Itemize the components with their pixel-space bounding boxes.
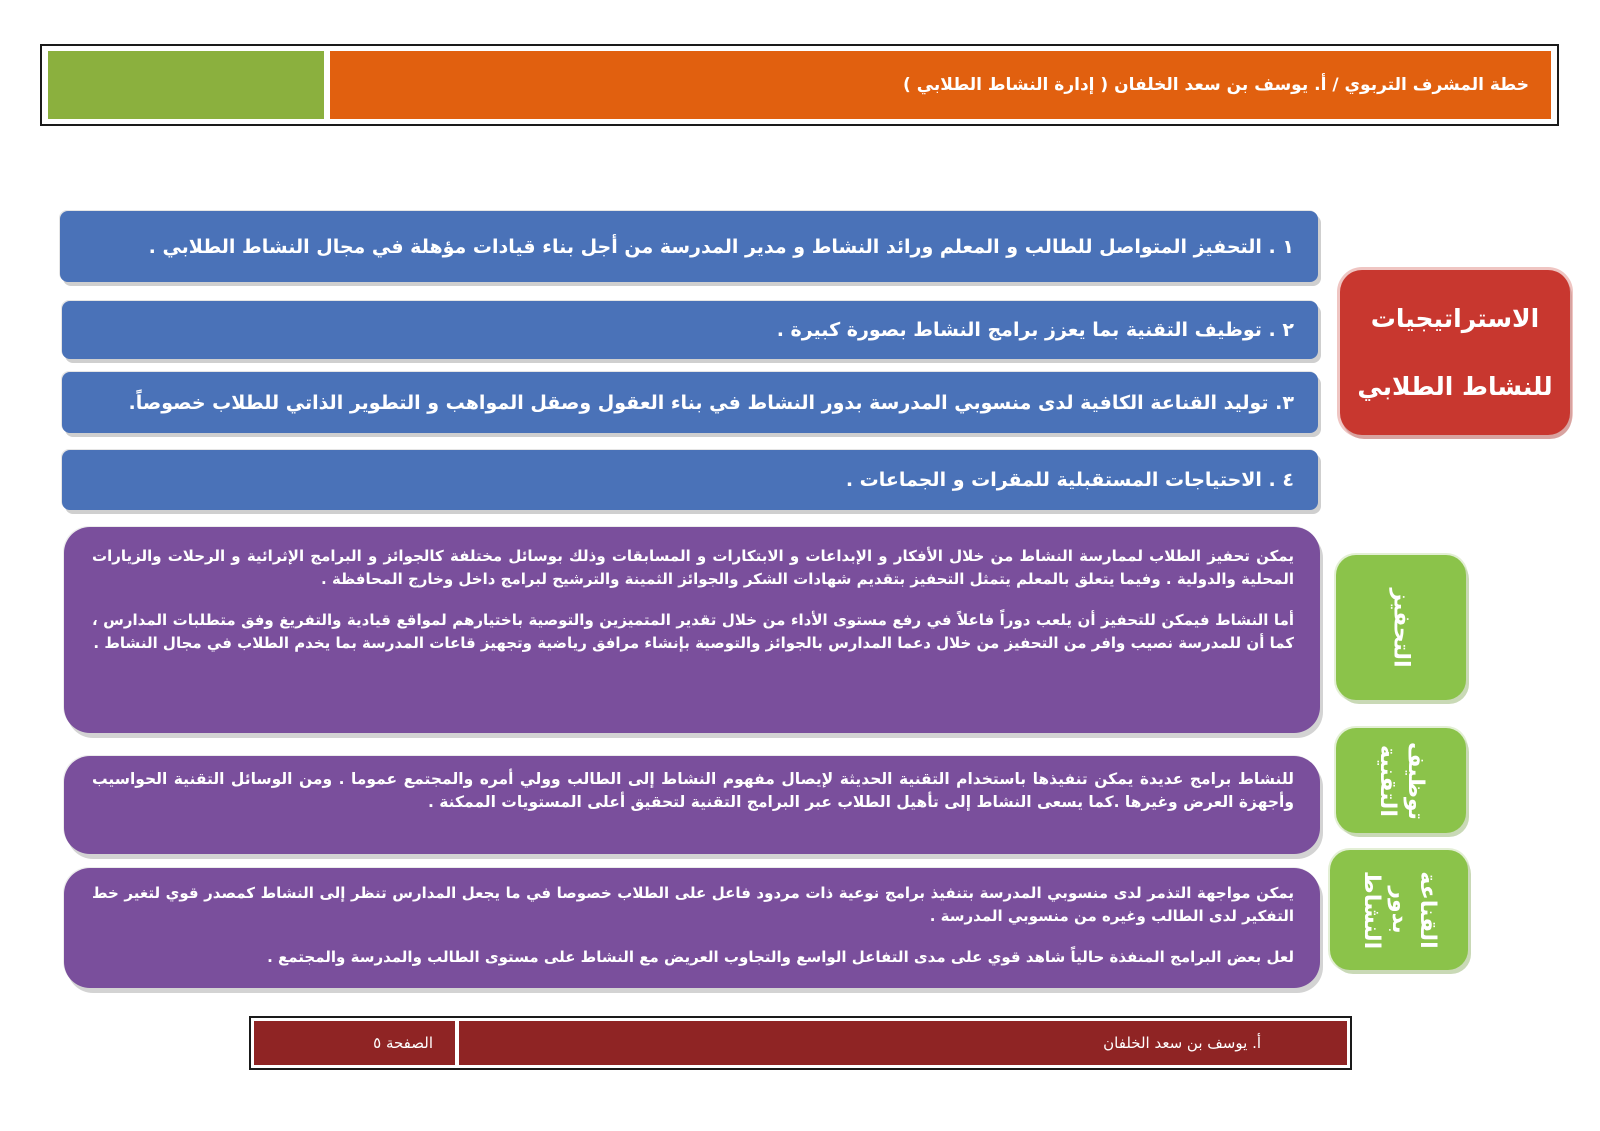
conviction-description (64, 868, 1320, 988)
section-label-text: القناعة بدور النشاط (1359, 870, 1440, 950)
strategy-item-3 (62, 372, 1318, 433)
technology-description (64, 756, 1320, 854)
paragraph: يمكن تحفيز الطلاب لممارسة النشاط من خلال الأفكار و الإبداعات و الابتكارات و المسابقات وذلك بوسائل مختلفة كالجوائز و البرامج الإثرائية و الرحلات والزيارات المحلية والدولية . وفيما يتعلق بالمعلم يتمثل التحفيز بتقديم شهادات الشكر والجوائز الثمينة والترشيح لبرامج داخل وخارج المحافظة . (92, 547, 1294, 588)
paragraph: لعل بعض البرامج المنفذة حالياً شاهد قوي على مدى التفاعل الواسع والتجاوب العريض مع النشاط على مستوى الطالب والمدرسة والمجتمع . (267, 948, 1294, 966)
strategy-item-2 (62, 301, 1318, 359)
paragraph: أما النشاط فيمكن للتحفيز أن يلعب دوراً فاعلاً في رفع مستوى الأداء من خلال تقدير المتميزين والتوصية باختيارهم لمواقع قيادية والتفريغ وفق متطلبات المدارس ، كما أن للمدرسة نصيب وافر من التحفيز من خلال دعما المدارس بالجوائز والتوصية بإنشاء مرافق رياضية وتجهيز قاعات المدرسة بما يخدم الطلاب في مجال النشاط . (92, 611, 1294, 652)
paragraph: يمكن مواجهة التذمر لدى منسوبي المدرسة بتنفيذ برامج نوعية ذات مردود فاعل على الطلاب خصوصا في ما يجعل المدارس تنظر إلى النشاط كمصدر قوي لتغير خط التفكير لدى الطالب وغيره من منسوبي المدرسة . (92, 884, 1294, 925)
header-green-block (48, 51, 324, 119)
footer-page-bar (254, 1021, 455, 1065)
strategy-item-1 (60, 211, 1318, 282)
strategy-text: ١ . التحفيز المتواصل للطالب و المعلم ورائد النشاط و مدير المدرسة من أجل بناء قيادات مؤهلة في مجال النشاط الطلابي . (148, 235, 1294, 258)
footer-author: أ. يوسف بن سعد الخلفان (1103, 1034, 1261, 1052)
footer-author-bar (459, 1021, 1347, 1065)
header-title-bar (330, 51, 1551, 119)
section-label-technology (1336, 728, 1466, 833)
section-label-motivation (1336, 555, 1466, 700)
strategy-text: ٢ . توظيف التقنية بما يعزز برامج النشاط بصورة كبيرة . (776, 319, 1294, 341)
strategies-title-box (1340, 270, 1570, 435)
section-label-text: توظيف التقنية (1375, 741, 1428, 820)
section-label-conviction (1330, 850, 1468, 970)
paragraph: للنشاط برامج عديدة يمكن تنفيذها باستخدام التقنية الحديثة لإيصال مفهوم النشاط إلى الطالب وولي أمره والمجتمع عموما . ومن الوسائل التقنية الحواسيب وأجهزة العرض وغيرها .كما يسعى النشاط إلى تأهيل الطلاب عبر البرامج التقنية لتحقيق أعلى المستويات الممكنة . (92, 770, 1294, 811)
strategies-title-line1: الاستراتيجيات (1370, 303, 1540, 333)
header-title: خطة المشرف التربوي / أ. يوسف بن سعد الخلفان ( إدارة النشاط الطلابي ) (903, 75, 1529, 95)
motivation-description (64, 527, 1320, 733)
page-number: الصفحة ٥ (373, 1034, 433, 1052)
strategies-title-line2: للنشاط الطلابي (1357, 372, 1553, 402)
strategy-item-4 (62, 450, 1318, 510)
strategy-text: ٣. توليد القناعة الكافية لدى منسوبي المدرسة بدور النشاط في بناء العقول وصقل المواهب و التطوير الذاتي للطلاب خصوصاً. (128, 391, 1294, 414)
strategy-text: ٤ . الاحتياجات المستقبلية للمقرات و الجماعات . (845, 469, 1294, 491)
section-label-text: التحفيز (1388, 587, 1414, 668)
